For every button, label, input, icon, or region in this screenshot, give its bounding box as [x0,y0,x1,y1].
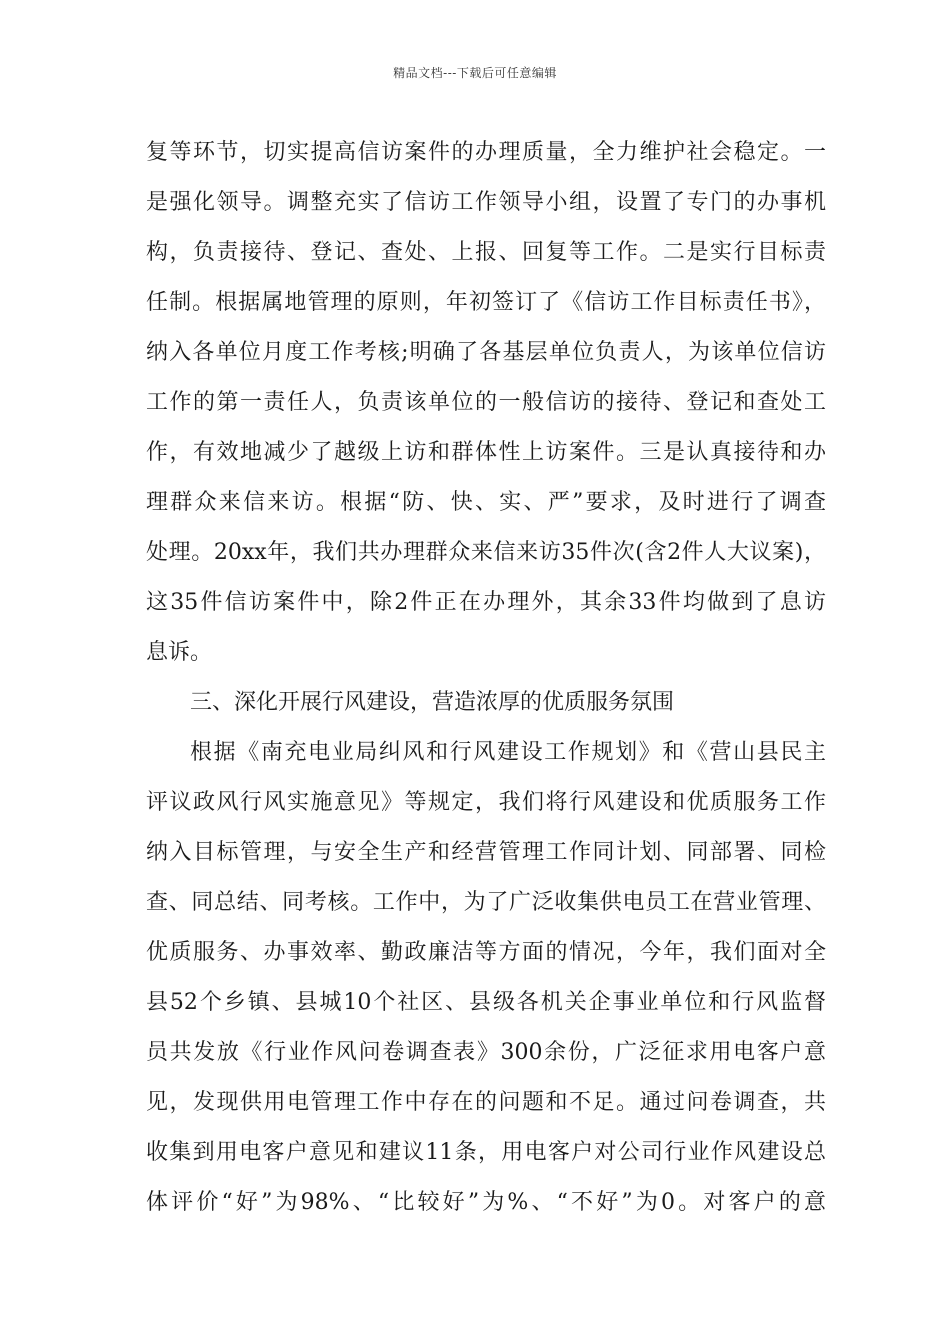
text-line-10: 这35件信访案件中，除2件正在办理外，其余33件均做到了息访 [146,590,826,615]
text-line-3: 构，负责接待、登记、查处、上报、回复等工作。二是实行目标责 [146,240,826,265]
text-line-4: 任制。根据属地管理的原则，年初签订了《信访工作目标责任书》， [146,290,826,315]
text-line-21: 收集到用电客户意见和建议11条，用电客户对公司行业作风建设总 [146,1140,826,1165]
text-line-13: 根据《南充电业局纠风和行风建设工作规划》和《营山县民主 [190,740,826,765]
text-line-22: 体评价“好”为98%、“比较好”为%、“不好”为0。对客户的意 [146,1190,826,1215]
text-line-2: 是强化领导。调整充实了信访工作领导小组，设置了专门的办事机 [146,190,826,215]
text-line-18: 县52个乡镇、县城10个社区、县级各机关企事业单位和行风监督 [146,990,826,1015]
page-header: 精品文档---下载后可任意编辑 [393,66,557,80]
text-line-11: 息诉。 [146,640,213,665]
text-line-8: 理群众来信来访。根据“防、快、实、严”要求，及时进行了调查 [146,490,826,515]
section-heading: 三、深化开展行风建设，营造浓厚的优质服务氛围 [190,690,675,715]
document-body [146,128,826,1228]
text-line-17: 优质服务、办事效率、勤政廉洁等方面的情况，今年，我们面对全 [146,940,826,965]
text-line-16: 查、同总结、同考核。工作中，为了广泛收集供电员工在营业管理、 [146,890,826,915]
text-line-9: 处理。20xx年，我们共办理群众来信来访35件次(含2件人大议案)， [146,540,826,565]
text-line-1: 复等环节，切实提高信访案件的办理质量，全力维护社会稳定。一 [146,140,826,165]
text-line-14: 评议政风行风实施意见》等规定，我们将行风建设和优质服务工作 [146,790,826,815]
text-line-6: 工作的第一责任人，负责该单位的一般信访的接待、登记和查处工 [146,390,826,415]
text-line-15: 纳入目标管理，与安全生产和经营管理工作同计划、同部署、同检 [146,840,826,865]
text-line-7: 作，有效地减少了越级上访和群体性上访案件。三是认真接待和办 [146,440,826,465]
text-line-19: 员共发放《行业作风问卷调查表》300余份，广泛征求用电客户意 [146,1040,826,1065]
text-line-5: 纳入各单位月度工作考核;明确了各基层单位负责人，为该单位信访 [146,340,826,365]
text-line-20: 见，发现供用电管理工作中存在的问题和不足。通过问卷调查，共 [146,1090,826,1115]
